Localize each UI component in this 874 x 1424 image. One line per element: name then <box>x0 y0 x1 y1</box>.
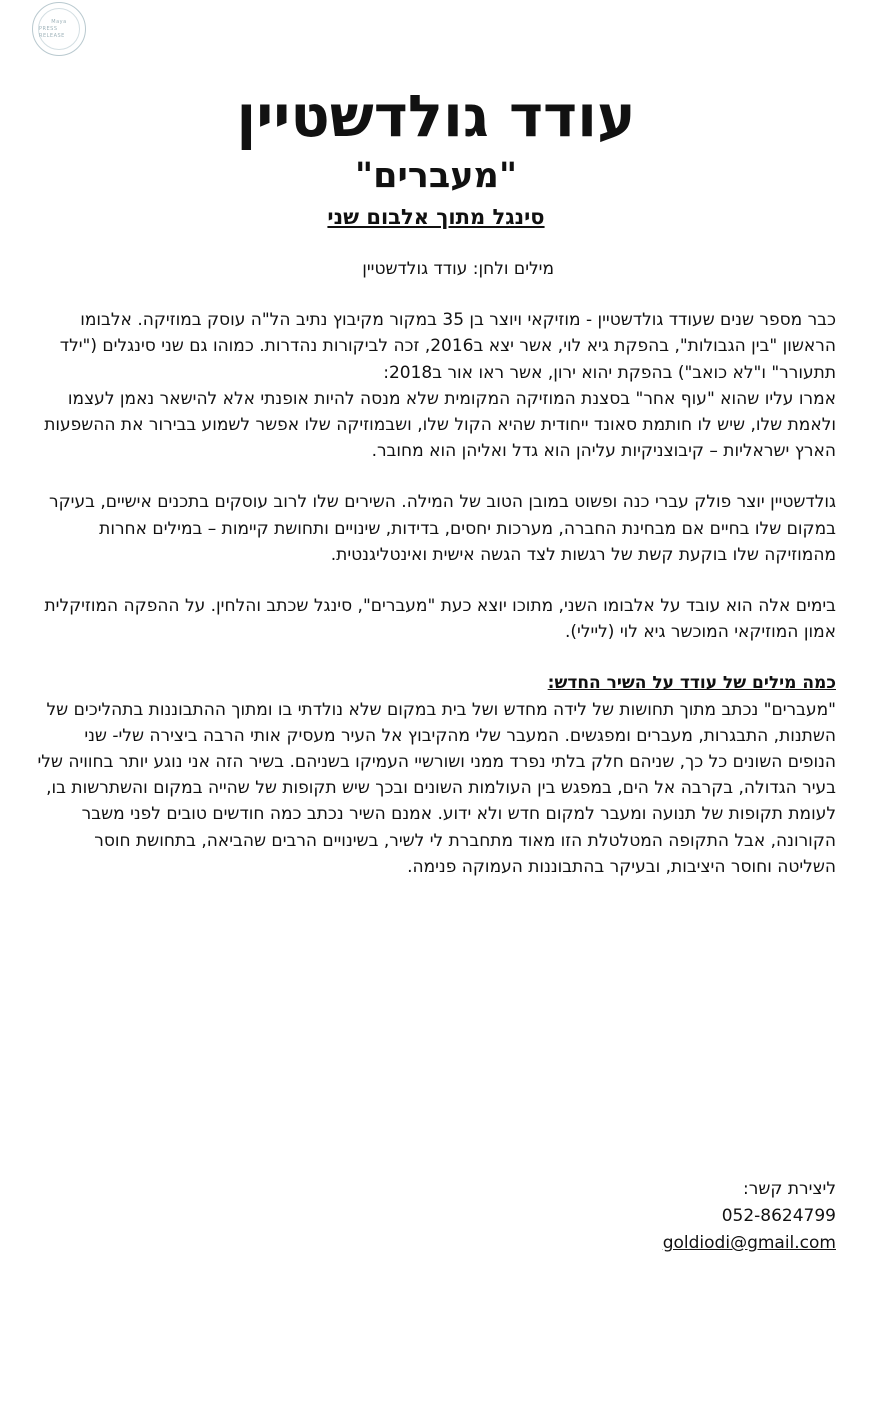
paragraph-new-album: בימים אלה הוא עובד על אלבומו השני, מתוכו יוצא כעת "מעברים", סינגל שכתב והלחין. על ההפקה המוזיקלית אמון המוזיקאי המוכשר גיא לוי (ליילי). <box>44 596 836 643</box>
single-label: סינגל מתוך אלבום שני <box>327 205 545 229</box>
artist-title: עודד גולדשטיין <box>236 82 636 150</box>
logo <box>32 2 86 56</box>
paragraph-intro: כבר מספר שנים שעודד גולדשטיין - מוזיקאי ויוצר בן 35 במקור מקיבוץ נתיב הל"ה עוסק במוזיקה. אלבומו הראשון "בין הגבולות", בהפקת גיא לוי, אשר יצא ב2016, זכה לביקורות נהדרות. כמוהו גם שני סינגלים ("ילד תתעורר" ו"לא כואב") בהפקת יהוא ירון, אשר ראו אור ב2018: <box>59 310 836 383</box>
paragraph-reviews: אמרו עליו שהוא "עוף אחר" בסצנת המוזיקה המקומית שלא מנסה להיות אופנתי אלא להישאר נאמן לעצמו ולאמת שלו, שיש לו חותמת סאונד ייחודית שהיא הקול שלו, ושבמוזיקה שלו אפשר לשמוע בבירור את ההשפעות הארץ ישראליות – קיבוצניקיות עליהן הוא גדל ואליהן הוא מחובר. <box>44 388 836 462</box>
contact-email-link[interactable]: goldiodi@gmail.com <box>662 1233 836 1253</box>
logo-top-text: Maya <box>51 18 67 25</box>
paragraph-style: גולדשטיין יוצר פולק עברי כנה ופשוט במובן הטוב של המילה. השירים שלו לרוב עוסקים בתכנים אישיים, בעיקר במקום שלו בחיים אם מבחינת החברה, מערכות יחסים, בדידות, שינויים ותחושת קיימות – במילים אחרות מהמוזיקה שלו בוקעת קשת של רגשות לצד הגשה אישית ואינטליגנטית. <box>49 492 836 565</box>
contact-phone[interactable]: 052-8624799 <box>721 1206 836 1226</box>
contact-block <box>663 1176 836 1257</box>
contact-label: ליצירת קשר: <box>743 1179 836 1199</box>
song-title: "מעברים" <box>354 156 518 196</box>
credits: מילים ולחן: עודד גולדשטיין <box>362 259 554 279</box>
body-text <box>36 256 836 880</box>
logo-bottom-text: PRESS RELEASE <box>39 25 65 39</box>
quote-heading: כמה מילים של עודד על השיר החדש: <box>547 673 836 694</box>
paragraph-quote: "מעברים" נכתב מתוך תחושות של לידה מחדש ושל בית במקום שלא נולדתי בו ומתוך ההתבוננות בתהליכים של השתנות, התבגרות, מעברים ומפגשים. המעבר שלי מהקיבוץ אל העיר מעסיק אותי הרבה ביצירה שלי- שני הנופים השונים כל כך, שניהם חלק בלתי נפרד ממני ושורשיי העמיקו בשניהם. בשיר הזה אני נוגע יותר בחוויה שלי בעיר הגדולה, בקרבה אל הים, במפגש בין העולמות השונים ובכך שיש תקופות של שהייה במקום והשתרשות בו, לעומת תקופות של תנועה ומעבר למקום חדש ולא ידוע. אמנם השיר נכתב כמה חודשים טובים לפני משבר הקורונה, אבל התקופה המטלטלת הזו מאוד מתחברת לי לשיר, בשינויים הרבים שהביאה, בתחושת חוסר השליטה וחוסר היציבות, ובעיקר בהתבוננות העמוקה פנימה. <box>37 699 836 877</box>
logo-inner <box>38 8 80 50</box>
